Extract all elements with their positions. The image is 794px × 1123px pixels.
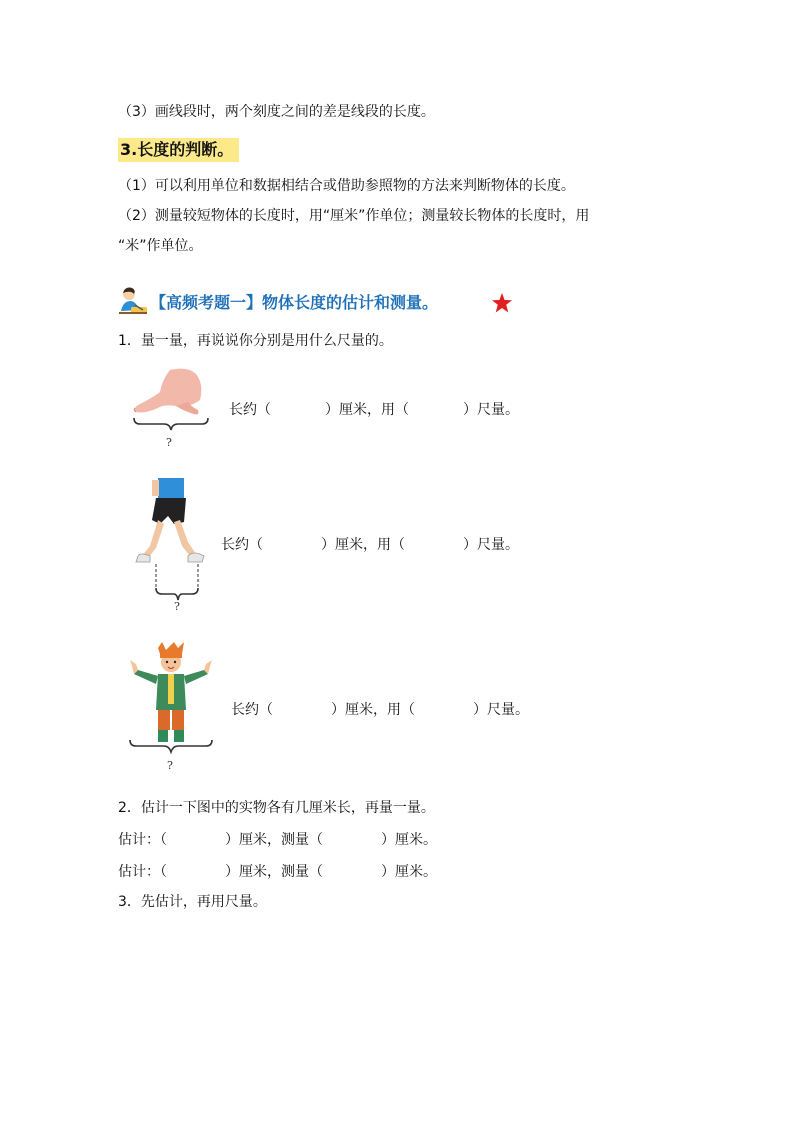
estimate-row-2	[118, 862, 437, 882]
label-cm-end: ）厘米。	[381, 864, 437, 880]
label-cm-measure: ）厘米，测量（	[225, 832, 323, 848]
star-icon	[491, 292, 513, 314]
student-writing-icon	[117, 285, 149, 317]
label-estimate: 估计：（	[118, 832, 167, 848]
walking-legs-image	[132, 476, 208, 612]
label-length-about: 长约（	[221, 537, 263, 553]
answer-row-stride	[221, 535, 519, 555]
label-estimate: 估计：（	[118, 864, 167, 880]
section-heading: 3.长度的判断。	[118, 138, 239, 162]
draw-segment-tip: （3）画线段时，两个刻度之间的差是线段的长度。	[118, 104, 435, 120]
label-cm-end: ）厘米。	[381, 832, 437, 848]
arm-span-child-image	[128, 640, 214, 772]
label-length-about: 长约（	[231, 702, 273, 718]
label-length-about: 长约（	[229, 402, 271, 418]
judge-tip-2a: （2）测量较短物体的长度时，用“厘米”作单位；测量较长物体的长度时，用	[118, 208, 590, 224]
answer-row-hand	[229, 400, 519, 420]
topic-title: 【高频考题一】物体长度的估计和测量。	[150, 293, 439, 312]
label-ruler-measure: ）尺量。	[463, 402, 519, 418]
hand-span-image	[130, 364, 214, 452]
question-2: 2．估计一下图中的实物各有几厘米长，再量一量。	[118, 800, 435, 816]
label-cm-measure: ）厘米，测量（	[225, 864, 323, 880]
answer-row-armspan	[231, 700, 529, 720]
judge-tip-1: （1）可以利用单位和数据相结合或借助参照物的方法来判断物体的长度。	[118, 178, 575, 194]
question-3: 3．先估计，再用尺量。	[118, 894, 267, 910]
label-ruler-measure: ）尺量。	[463, 537, 519, 553]
label-cm-use: ）厘米，用（	[321, 537, 405, 553]
label-ruler-measure: ）尺量。	[473, 702, 529, 718]
unknown-length-mark: ?	[167, 759, 173, 772]
judge-tip-2b: “米”作单位。	[118, 238, 203, 254]
label-cm-use: ）厘米，用（	[325, 402, 409, 418]
estimate-row-1	[118, 830, 437, 850]
question-1: 1．量一量，再说说你分别是用什么尺量的。	[118, 333, 393, 349]
label-cm-use: ）厘米，用（	[331, 702, 415, 718]
unknown-length-mark: ?	[166, 436, 172, 449]
unknown-length-mark: ?	[174, 600, 180, 613]
